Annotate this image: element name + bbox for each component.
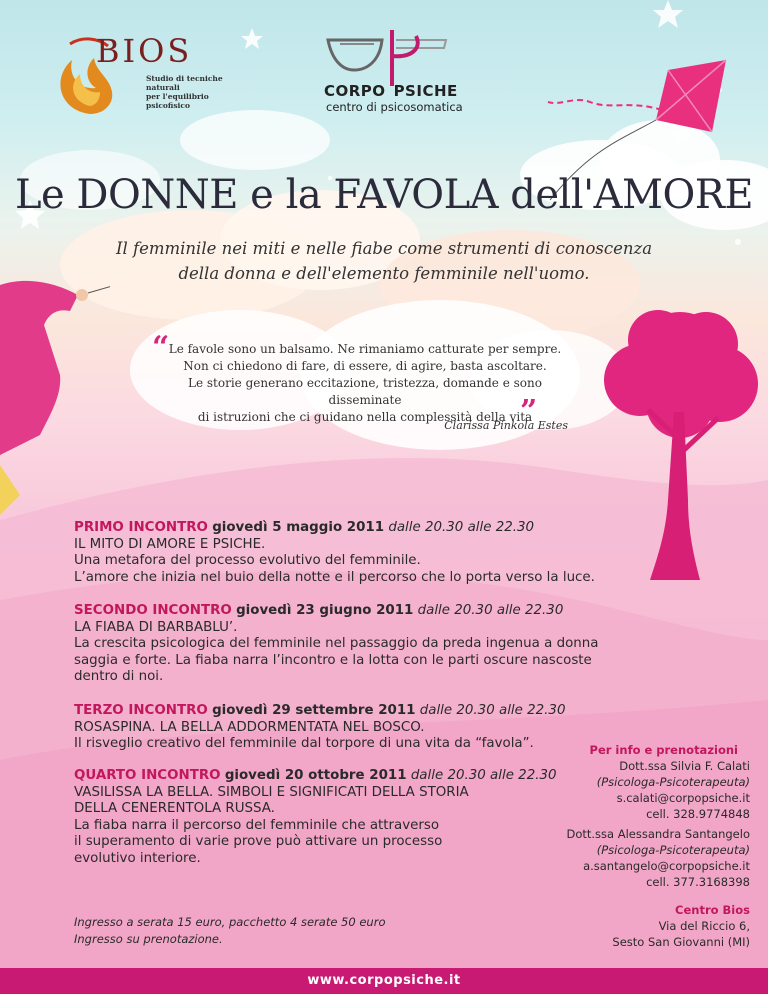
event-label: QUARTO INCONTRO <box>74 768 221 783</box>
tree-illustration <box>588 300 768 590</box>
event-date: giovedì 20 ottobre 2011 <box>224 768 407 783</box>
subtitle-line: della donna e dell'elemento femminile nell'uomo. <box>178 264 590 283</box>
event-title: IL MITO DI AMORE E PSICHE. <box>74 536 266 552</box>
quote-author: Clarissa Pinkola Estes <box>444 419 568 432</box>
subtitle <box>90 236 678 286</box>
corpopsiche-emblem-icon <box>320 26 470 86</box>
bios-logo <box>50 26 240 126</box>
event-2 <box>74 603 598 686</box>
info-contact-2 <box>566 826 750 890</box>
quote-block <box>150 341 580 426</box>
hand-icon <box>76 289 88 301</box>
event-desc: saggia e forte. La fiaba narra l’incontro e la lotta con le parti oscure nascoste <box>74 652 592 668</box>
info-heading: Per info e prenotazioni <box>589 743 738 757</box>
page-title: Le DONNE e la FAVOLA dell'AMORE <box>14 172 754 218</box>
bios-logo-name: BIOS <box>96 32 193 70</box>
corpopsiche-name-left: CORPO <box>324 82 386 100</box>
event-desc: evolutivo interiore. <box>74 850 201 866</box>
quote-line: di istruzioni che ci guidano nella complessità della vita <box>197 410 533 424</box>
star-icon <box>241 28 263 49</box>
event-label: PRIMO INCONTRO <box>74 520 208 535</box>
event-desc: Una metafora del processo evolutivo del femminile. <box>74 553 421 568</box>
quote-line: Non ci chiedono di fare, di essere, di agire, basta ascoltare. <box>183 359 547 373</box>
open-quote-mark: “ <box>152 330 170 365</box>
venue-city: Sesto San Giovanni (MI) <box>612 935 750 949</box>
girl-illustration <box>0 265 110 515</box>
close-quote-mark: ” <box>520 394 538 429</box>
venue-street: Via del Riccio 6, <box>658 919 750 933</box>
contact-phone: cell. 328.9774848 <box>646 807 750 821</box>
corpopsiche-logo-name <box>324 82 458 100</box>
event-title: LA FIABA DI BARBABLU’. <box>74 619 238 635</box>
event-desc: Il risveglio creativo del femminile dal torpore di una vita da “favola”. <box>74 736 534 751</box>
event-desc: L’amore che inizia nel buio della notte e il percorso che lo porta verso la luce. <box>74 569 595 585</box>
bios-logo-tagline <box>146 74 240 110</box>
venue-name: Centro Bios <box>675 903 750 917</box>
event-date: giovedì 5 maggio 2011 <box>212 520 385 535</box>
star-icon <box>653 0 683 28</box>
event-desc: La crescita psicologica del femminile nel passaggio da preda ingenua a donna <box>74 636 599 651</box>
event-title: VASILISSA LA BELLA. SIMBOLI E SIGNIFICATI DELLA STORIA <box>74 784 469 800</box>
footer-bar <box>0 968 768 994</box>
footer-url-link[interactable]: www.corpopsiche.it <box>307 973 461 988</box>
contact-role: (Psicologa-Psicoterapeuta) <box>596 775 750 789</box>
corpopsiche-name-right: PSICHE <box>393 82 458 100</box>
corpopsiche-tagline: centro di psicosomatica <box>326 100 463 114</box>
bios-tagline-line: Studio di tecniche naturali <box>146 74 223 92</box>
event-date: giovedì 29 settembre 2011 <box>212 703 416 718</box>
contact-email[interactable]: a.santangelo@corpopsiche.it <box>583 859 750 873</box>
pricing-line: Ingresso su prenotazione. <box>74 932 223 946</box>
contact-name: Dott.ssa Silvia F. Calati <box>619 759 750 773</box>
event-time: dalle 20.30 alle 22.30 <box>410 768 557 783</box>
event-title: ROSASPINA. LA BELLA ADDORMENTATA NEL BOSCO. <box>74 719 425 735</box>
event-1 <box>74 520 595 586</box>
event-desc: il superamento di varie prove può attivare un processo <box>74 834 443 849</box>
contact-role: (Psicologa-Psicoterapeuta) <box>596 843 750 857</box>
info-venue <box>612 902 750 950</box>
quote-line: Le favole sono un balsamo. Ne rimaniamo catturate per sempre. <box>168 342 562 356</box>
contact-phone: cell. 377.3168398 <box>646 875 750 889</box>
event-time: dalle 20.30 alle 22.30 <box>419 703 566 718</box>
info-contact-1 <box>590 742 750 822</box>
event-label: SECONDO INCONTRO <box>74 603 232 618</box>
contact-name: Dott.ssa Alessandra Santangelo <box>566 827 750 841</box>
event-label: TERZO INCONTRO <box>74 703 208 718</box>
corpopsiche-logo <box>320 26 470 116</box>
event-date: giovedì 23 giugno 2011 <box>236 603 414 618</box>
pricing-line: Ingresso a serata 15 euro, pacchetto 4 serate 50 euro <box>74 915 386 929</box>
pricing-note <box>74 914 385 948</box>
quote-line: Le storie generano eccitazione, tristezza, domande e sono disseminate <box>188 376 542 407</box>
event-time: dalle 20.30 alle 22.30 <box>417 603 564 618</box>
event-3 <box>74 703 565 753</box>
subtitle-line: Il femminile nei miti e nelle fiabe come strumenti di conoscenza <box>115 239 653 258</box>
kite-icon <box>656 60 726 132</box>
event-time: dalle 20.30 alle 22.30 <box>388 520 535 535</box>
event-desc: La fiaba narra il percorso del femminile che attraverso <box>74 817 440 833</box>
event-title: DELLA CENERENTOLA RUSSA. <box>74 801 275 816</box>
bios-tagline-line: per l'equilibrio psicofisico <box>146 92 209 110</box>
event-desc: dentro di noi. <box>74 669 164 684</box>
contact-email[interactable]: s.calati@corpopsiche.it <box>616 791 750 805</box>
event-4 <box>74 768 557 867</box>
